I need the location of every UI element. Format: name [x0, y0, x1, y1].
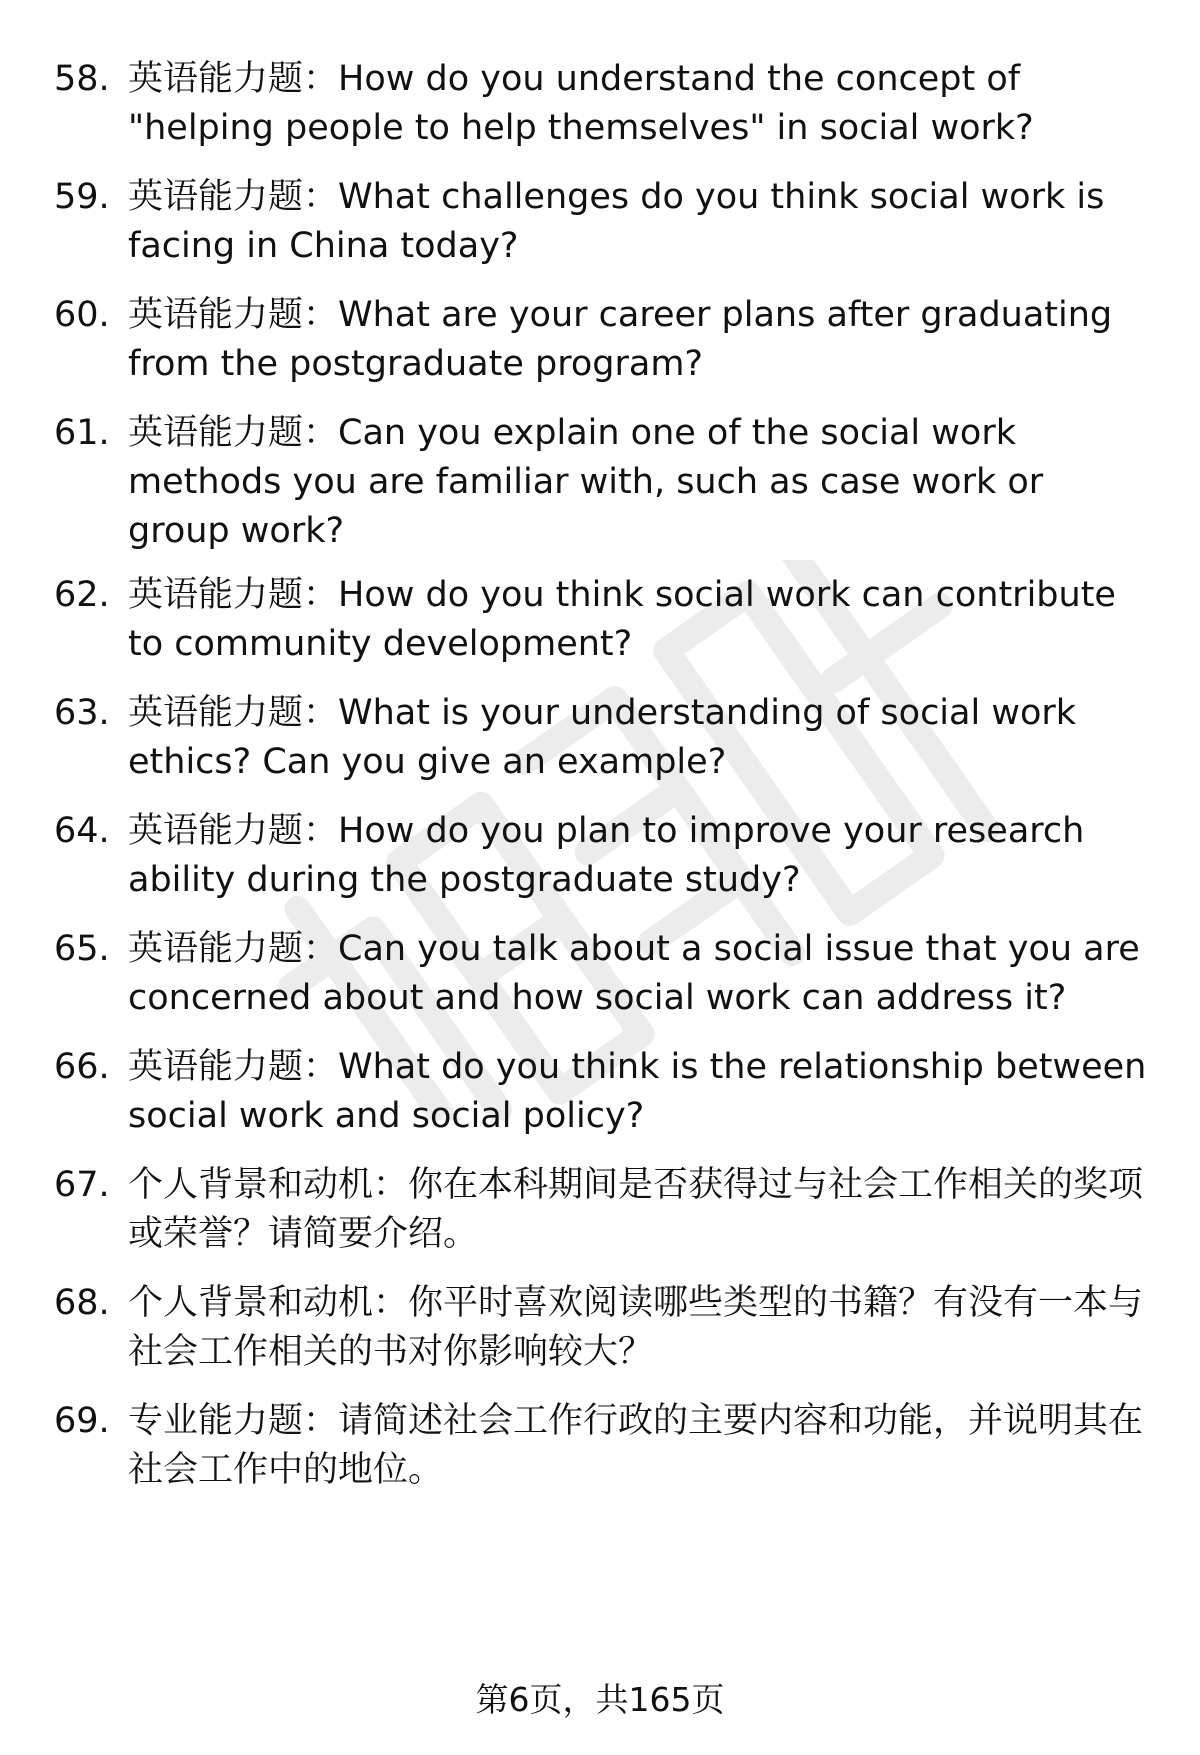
question-number: 68. [54, 1283, 110, 1323]
question-text: 英语能力题：How do you understand the concept of "helping people to help themselves" in social work? [128, 59, 1034, 148]
question-text: 专业能力题：请简述社会工作行政的主要内容和功能，并说明其在社会工作中的地位。 [128, 1401, 1144, 1490]
page-number-footer: 第6页，共165页 [475, 1680, 725, 1719]
question-text: 英语能力题：Can you talk about a social issue that you are concerned about and how social work can address it? [128, 929, 1140, 1018]
question-text: 英语能力题：What is your understanding of social work ethics? Can you give an example? [128, 693, 1077, 782]
question-text: 英语能力题：What do you think is the relationship between social work and social policy? [128, 1047, 1147, 1136]
question-number: 63. [54, 693, 110, 733]
question-text: 个人背景和动机：你平时喜欢阅读哪些类型的书籍？有没有一本与社会工作相关的书对你影响较大？ [128, 1283, 1144, 1372]
question-number: 66. [54, 1047, 110, 1087]
question-number: 67. [54, 1165, 110, 1205]
question-text: 英语能力题：What are your career plans after graduating from the postgraduate program? [128, 295, 1113, 384]
question-text: 英语能力题：How do you plan to improve your research ability during the postgraduate study? [128, 811, 1085, 900]
question-number: 62. [54, 575, 110, 615]
question-number: 58. [54, 59, 110, 99]
question-number: 59. [54, 177, 110, 217]
question-number: 60. [54, 295, 110, 335]
question-number: 64. [54, 811, 110, 851]
question-text: 英语能力题：How do you think social work can contribute to community development? [128, 575, 1116, 664]
question-text: 英语能力题：What challenges do you think social work is facing in China today? [128, 177, 1105, 266]
question-number: 61. [54, 413, 110, 453]
question-text: 英语能力题：Can you explain one of the social work methods you are familiar with, such as case work or group work? [128, 413, 1044, 551]
question-text: 个人背景和动机：你在本科期间是否获得过与社会工作相关的奖项或荣誉？请简要介绍。 [128, 1165, 1144, 1254]
question-number: 65. [54, 929, 110, 969]
question-number: 69. [54, 1401, 110, 1441]
